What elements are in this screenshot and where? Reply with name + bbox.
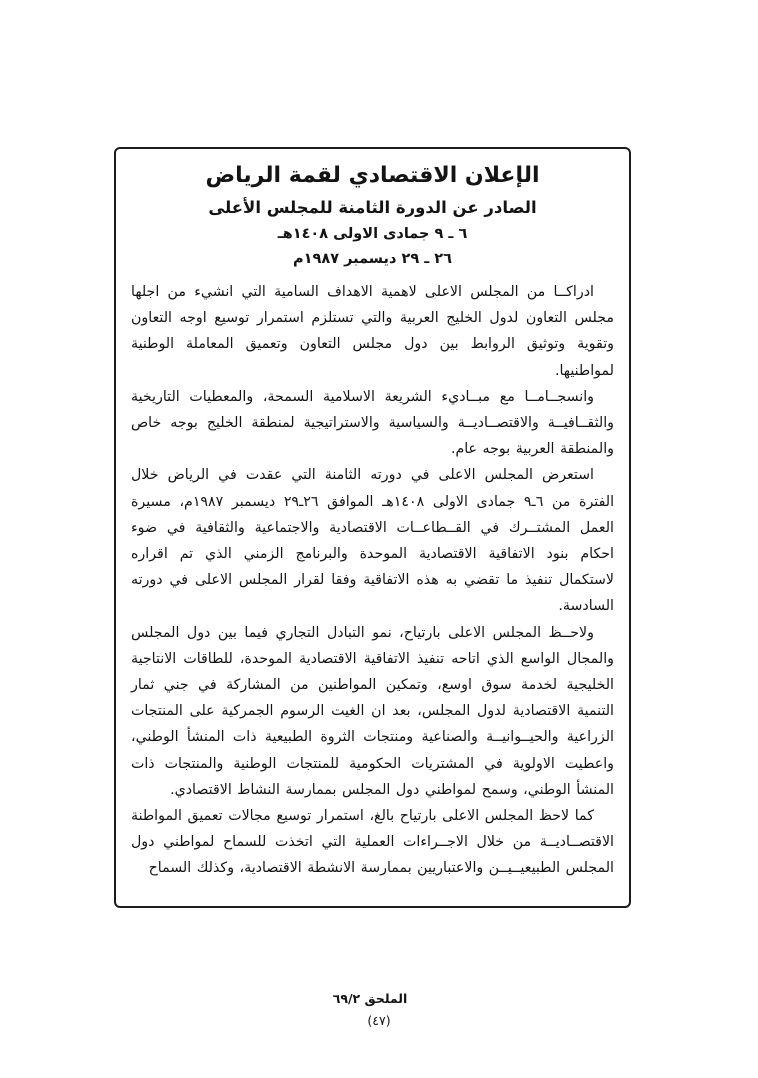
body-paragraph-4: ولاحــظ المجلس الاعلى بارتياح، نمو التبادل التجاري فيما بين دول المجلس والمجال الواسع الذي اتاحه تنفيذ الاتفاقية الاقتصادية الموحدة، للطاقات الانتاجية الخليجية لخدمة سوق اوسع، وتمكين المواطنين من المشاركة في جني ثمار التنمية الاقتصادية لدول المجلس، بعد ان الغيت الرسوم الجمركية على المنتجات الزراعية والحيــوانيــة والصناعية ومنتجات الثروة الطبيعية ذات المنشأ الوطني، واعطيت الاولوية في المشتريات الحكومية للمنتجات الوطنية والمنتجات ذات المنشأ الوطني، وسمح لمواطني دول المجلس بممارسة النشاط الاقتصادي.	[131, 624, 614, 798]
document-body	[131, 279, 614, 882]
body-paragraph-2: وانسجــامــا مع مبــاديء الشريعة الاسلامية السمحة، والمعطيات التاريخية والثقــافيــة والاقتصــاديــة والسياسية والاستراتيجية لمنطقة الخليج بوجه خاص والمنطقة العربية بوجه عام.	[131, 388, 614, 458]
appendix-label: الملحق ٦٩/٢	[332, 991, 408, 1006]
document-border-frame	[114, 147, 631, 908]
body-paragraph-5: كما لاحظ المجلس الاعلى بارتياح بالغ، استمرار توسيع مجالات تعميق المواطنة الاقتصــاديــة من خلال الاجــراءات العملية التي اتخذت للسماح لمواطني دول المجلس الطبيعيــيــن والاعتباريين بممارسة الانشطة الاقتصادية، وكذلك السماح	[131, 808, 614, 877]
document-subtitle: الصادر عن الدورة الثامنة للمجلس الأعلى	[208, 198, 537, 217]
page-number: (٤٧)	[367, 1013, 391, 1028]
body-paragraph-1: ادراكــا من المجلس الاعلى لاهمية الاهداف السامية التي انشيء من اجلها مجلس التعاون لدول الخليج العربية والتي تستلزم استمرار توسيع اوجه التعاون وتقوية وتوثيق الروابط بين دول مجلس التعاون وتعميق المعاملة الوطنية لمواطنيها.	[131, 284, 614, 379]
date-gregorian: ٢٦ ـ ٢٩ ديسمبر ١٩٨٧م	[293, 251, 452, 267]
document-title: الإعلان الاقتصادي لقمة الرياض	[205, 163, 540, 188]
date-hijri: ٦ ـ ٩ جمادى الاولى ١٤٠٨هـ	[277, 226, 468, 242]
body-paragraph-3: استعرض المجلس الاعلى في دورته الثامنة التي عقدت في الرياض خلال الفترة من ٦ـ٩ جمادى الاولى ١٤٠٨هـ الموافق ٢٦ـ٢٩ ديسمبر ١٩٨٧م، مسيرة العمل المشتــرك في القــطاعــات الاقتصادية والاجتماعية والثقافية في ضوء احكام بنود الاتفاقية الاقتصادية الموحدة والبرنامج الزمني الذي تم اقراره لاستكمال تنفيذ ما تقضي به هذه الاتفاقية وفقا لقرار المجلس الاعلى في دورته السادسة.	[131, 467, 615, 615]
